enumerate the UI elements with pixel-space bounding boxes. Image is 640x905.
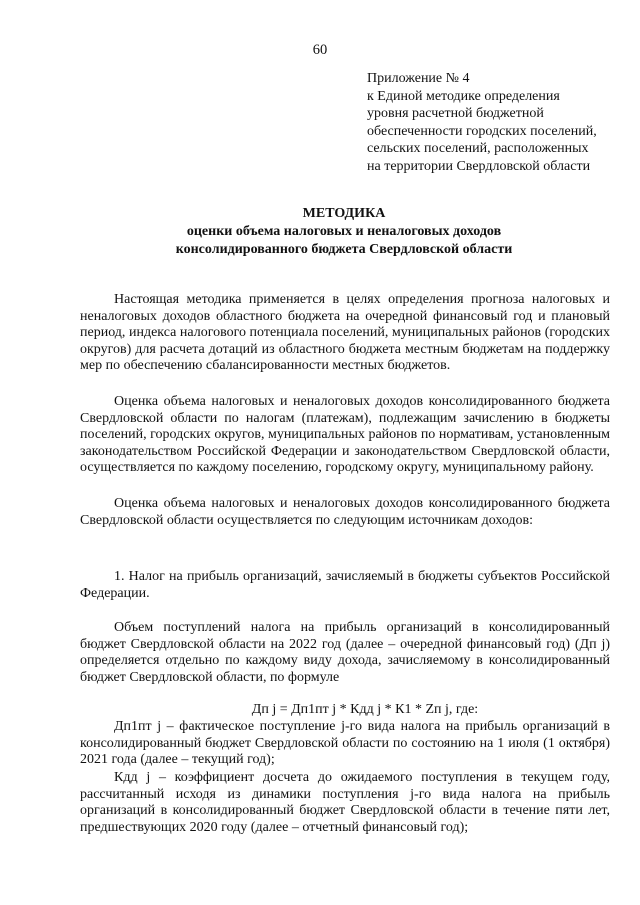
appendix-line: Приложение № 4 xyxy=(367,71,470,86)
paragraph-sources-intro: Оценка объема налоговых и неналоговых доходов консолидированного бюджета Свердловской области осуществляется по следующим источникам доходов: xyxy=(80,496,610,528)
paragraph-definition-dp1pt: Дп1пт j – фактическое поступление j-го вида налога на прибыль организаций в консолидированный бюджет Свердловской области по состоянию на 1 июля (1 октября) 2021 года (далее – текущий год); xyxy=(80,719,610,768)
appendix-header xyxy=(367,70,632,176)
appendix-line: обеспеченности городских поселений, xyxy=(367,123,597,139)
formula: Дп j = Дп1пт j * Кдд j * К1 * Zп j, где: xyxy=(251,702,479,717)
title-heading: МЕТОДИКА xyxy=(302,206,386,221)
paragraph-assessment-scope: Оценка объема налоговых и неналоговых доходов консолидированного бюджета Свердловской области по налогам (платежам), подлежащим зачислению в бюджеты поселений, городских округов, муниципальных районов по нормативам, установленным законодательством Российской Федерации и законодательством Свердловской области, осуществляется по каждому поселению, городскому округу, муниципальному району. xyxy=(80,394,610,476)
appendix-line: к Единой методике определения xyxy=(367,88,560,104)
title-subheading: оценки объема налоговых и неналоговых доходов xyxy=(186,224,502,239)
section-heading-profit-tax: 1. Налог на прибыль организаций, зачисляемый в бюджеты субъектов Российской Федерации. xyxy=(80,569,610,601)
paragraph-purpose: Настоящая методика применяется в целях определения прогноза налоговых и неналоговых доходов областного бюджета на очередной финансовый год и плановый период, индекса налогового потенциала поселений, муниципальных районов (городских округов) для расчета дотаций из областного бюджета местным бюджетам на поддержку мер по обеспечению сбалансированности местных бюджетов. xyxy=(80,292,610,374)
title-subheading: консолидированного бюджета Свердловской области xyxy=(175,242,513,257)
appendix-line: сельских поселений, расположенных xyxy=(367,141,589,157)
paragraph-profit-tax-volume: Объем поступлений налога на прибыль организаций в консолидированный бюджет Свердловской области на 2022 год (далее – очередной финансовый год) (Дп j) определяется отдельно по каждому виду дохода, зачисляемому в консолидированный бюджет Свердловской области, по формуле xyxy=(80,620,610,685)
document-title xyxy=(0,205,640,259)
appendix-line: на территории Свердловской области xyxy=(367,158,591,174)
page-number: 60 xyxy=(312,42,328,58)
appendix-line: уровня расчетной бюджетной xyxy=(367,106,544,122)
paragraph-definition-kdd: Кдд j – коэффициент досчета до ожидаемого поступления в текущем году, рассчитанный исходя из динамики поступления j-го вида налога на прибыль организаций в консолидированный бюджет Свердловской области в течение пяти лет, предшествующих 2020 году (далее – отчетный финансовый год); xyxy=(80,770,610,835)
